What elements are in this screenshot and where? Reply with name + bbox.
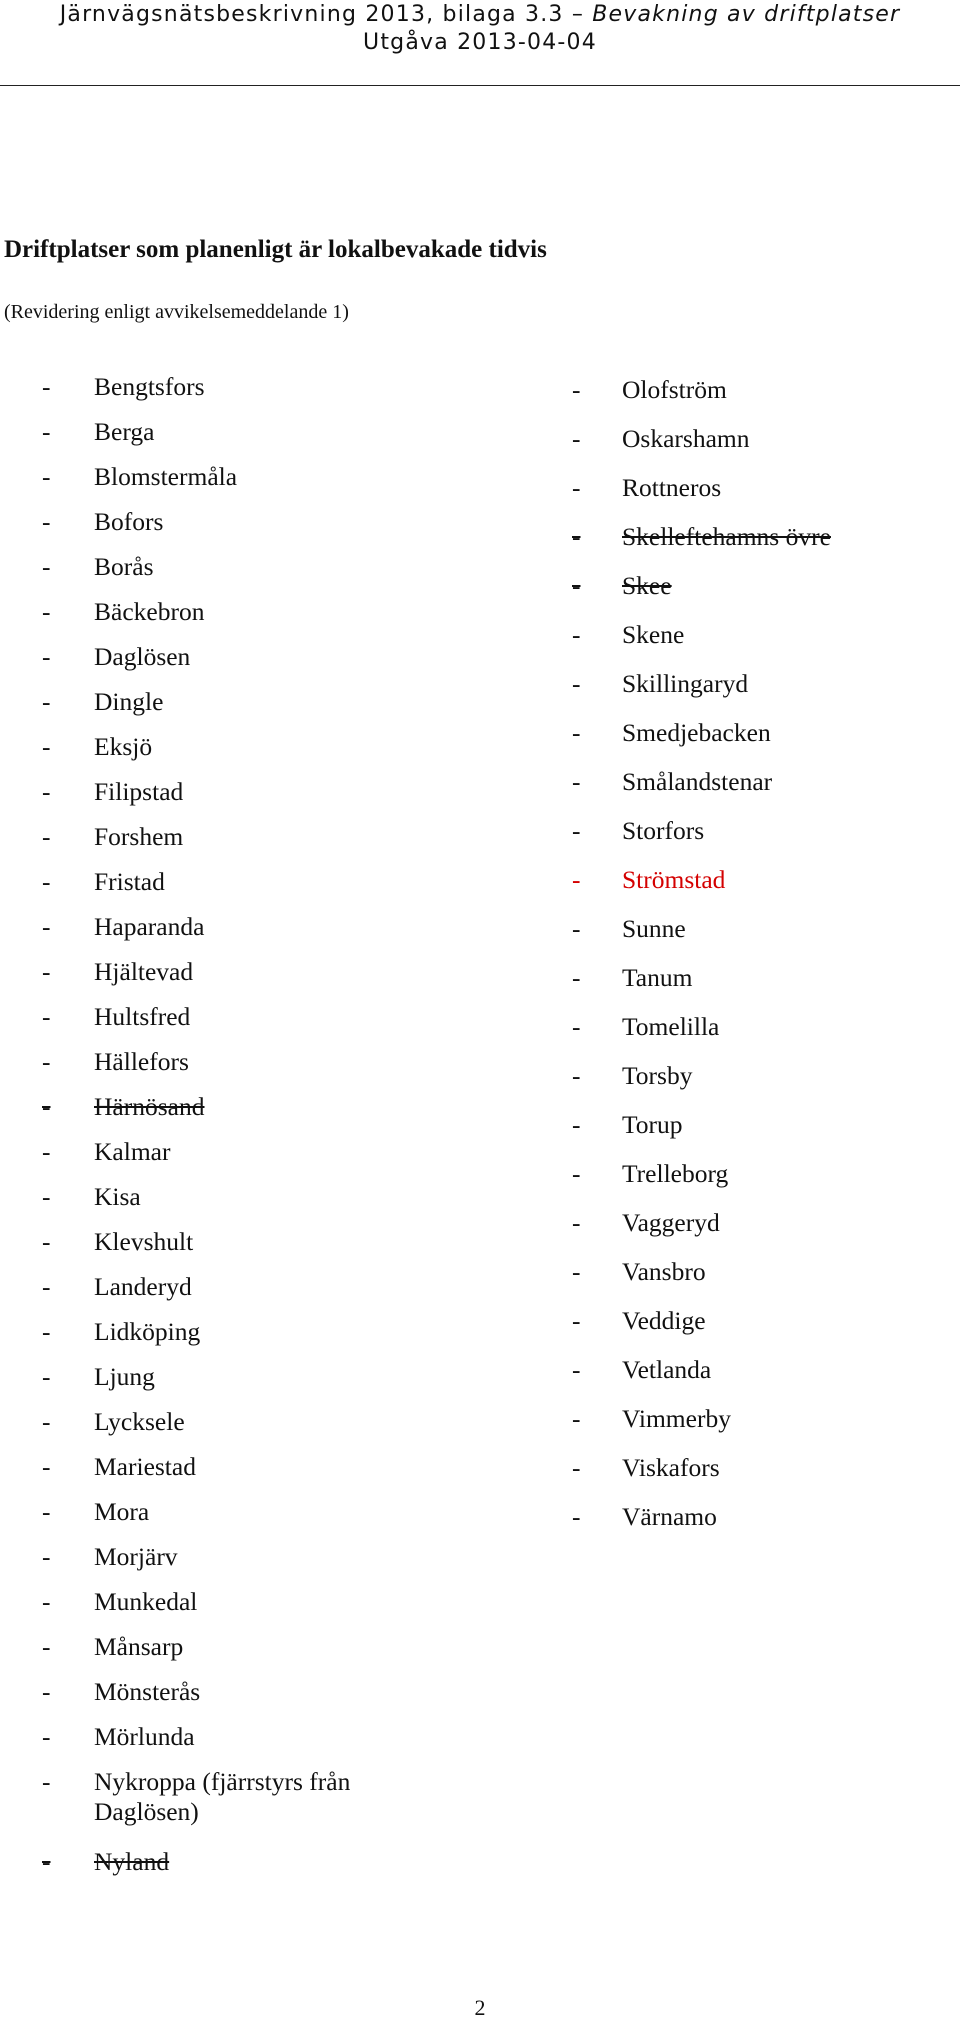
driftplats-name: Dingle xyxy=(94,687,164,716)
list-item xyxy=(572,1257,952,1306)
list-bullet: - xyxy=(42,1847,51,1876)
list-item xyxy=(572,718,952,767)
list-item xyxy=(42,552,442,597)
list-item xyxy=(572,816,952,865)
list-item xyxy=(572,1355,952,1404)
list-item xyxy=(572,914,952,963)
list-bullet: - xyxy=(572,1257,581,1286)
list-item xyxy=(42,957,442,1002)
list-bullet: - xyxy=(42,1362,51,1391)
driftplats-name: Veddige xyxy=(622,1306,706,1335)
list-item xyxy=(42,1137,442,1182)
list-bullet: - xyxy=(572,1502,581,1531)
list-item xyxy=(42,687,442,732)
driftplats-name: Storfors xyxy=(622,816,705,845)
page-number: 2 xyxy=(474,1995,486,2020)
list-bullet: - xyxy=(572,767,581,796)
driftplats-name: Skene xyxy=(622,620,685,649)
list-bullet: - xyxy=(572,1110,581,1139)
driftplats-name: Smedjebacken xyxy=(622,718,771,747)
driftplats-name: Sunne xyxy=(622,914,686,943)
list-bullet: - xyxy=(42,1272,51,1301)
list-bullet: - xyxy=(42,777,51,806)
list-bullet: - xyxy=(42,462,51,491)
driftplats-name: Morjärv xyxy=(94,1542,178,1571)
list-item xyxy=(42,1587,442,1632)
list-item xyxy=(42,417,442,462)
list-item xyxy=(42,1092,442,1137)
driftplats-name: Bofors xyxy=(94,507,164,536)
driftplats-name: Mönsterås xyxy=(94,1677,201,1706)
list-item xyxy=(572,1453,952,1502)
page-header xyxy=(0,0,960,86)
list-item xyxy=(42,1407,442,1452)
driftplats-name: Munkedal xyxy=(94,1587,198,1616)
driftplats-name: Borås xyxy=(94,552,154,581)
list-item xyxy=(572,375,952,424)
document-subtitle: (Revidering enligt avvikelsemeddelande 1) xyxy=(4,301,349,323)
driftplats-name: Härnösand xyxy=(94,1092,205,1121)
list-item xyxy=(42,1362,442,1407)
list-bullet: - xyxy=(42,1002,51,1031)
list-item xyxy=(42,642,442,687)
list-item xyxy=(572,620,952,669)
list-item xyxy=(572,1110,952,1159)
list-bullet: - xyxy=(42,417,51,446)
list-bullet: - xyxy=(42,732,51,761)
driftplats-name: Rottneros xyxy=(622,473,722,502)
list-bullet: - xyxy=(572,1208,581,1237)
list-item xyxy=(572,1306,952,1355)
driftplats-name: Mariestad xyxy=(94,1452,196,1481)
list-item xyxy=(42,1452,442,1497)
driftplats-name: Olofström xyxy=(622,375,727,404)
list-bullet: - xyxy=(42,1767,51,1796)
list-item xyxy=(572,1012,952,1061)
list-item xyxy=(572,865,952,914)
header-title-prefix: Järnvägsnätsbeskrivning 2013, bilaga 3.3 – xyxy=(59,2,585,27)
driftplats-name: Lidköping xyxy=(94,1317,201,1346)
list-item xyxy=(42,1272,442,1317)
list-bullet: - xyxy=(572,1061,581,1090)
driftplats-name: Vetlanda xyxy=(622,1355,712,1384)
list-item xyxy=(572,1502,952,1551)
list-item xyxy=(572,1208,952,1257)
list-bullet: - xyxy=(42,867,51,896)
list-bullet: - xyxy=(42,507,51,536)
list-bullet: - xyxy=(572,473,581,502)
list-bullet: - xyxy=(42,1227,51,1256)
list-bullet: - xyxy=(42,1407,51,1436)
list-bullet: - xyxy=(572,816,581,845)
driftplats-name: Skelleftehamns övre xyxy=(622,522,831,551)
driftplats-name: Strömstad xyxy=(622,865,726,894)
list-item xyxy=(42,1677,442,1722)
list-bullet: - xyxy=(572,522,581,551)
list-item xyxy=(42,1847,442,1892)
driftplats-name: Klevshult xyxy=(94,1227,194,1256)
list-bullet: - xyxy=(42,1137,51,1166)
driftplats-name: Nykroppa (fjärrstyrs från Daglösen) xyxy=(94,1767,351,1826)
list-item xyxy=(42,777,442,822)
list-item xyxy=(42,867,442,912)
list-item xyxy=(572,1159,952,1208)
driftplats-name: Viskafors xyxy=(622,1453,720,1482)
list-item xyxy=(42,912,442,957)
list-item xyxy=(572,1404,952,1453)
list-bullet: - xyxy=(572,914,581,943)
list-item xyxy=(42,732,442,777)
driftplats-name: Bäckebron xyxy=(94,597,205,626)
driftplats-name: Berga xyxy=(94,417,155,446)
driftplats-name: Skee xyxy=(622,571,672,600)
list-item xyxy=(42,1182,442,1227)
list-bullet: - xyxy=(572,620,581,649)
list-bullet: - xyxy=(42,1542,51,1571)
driftplats-name: Haparanda xyxy=(94,912,205,941)
driftplats-name: Ljung xyxy=(94,1362,155,1391)
driftplats-name: Månsarp xyxy=(94,1632,184,1661)
list-bullet: - xyxy=(42,1182,51,1211)
list-bullet: - xyxy=(572,571,581,600)
list-bullet: - xyxy=(42,372,51,401)
driftplats-name: Fristad xyxy=(94,867,165,896)
list-bullet: - xyxy=(42,1587,51,1616)
driftplats-name: Smålandstenar xyxy=(622,767,773,796)
list-item xyxy=(42,507,442,552)
list-item xyxy=(42,1227,442,1272)
list-item xyxy=(42,372,442,417)
driftplats-name: Landeryd xyxy=(94,1272,192,1301)
driftplats-name: Vimmerby xyxy=(622,1404,731,1433)
list-bullet: - xyxy=(572,1453,581,1482)
list-item xyxy=(42,1767,442,1847)
list-bullet: - xyxy=(572,718,581,747)
list-bullet: - xyxy=(42,1497,51,1526)
list-item xyxy=(572,963,952,1012)
driftplats-name: Kalmar xyxy=(94,1137,171,1166)
list-bullet: - xyxy=(42,1722,51,1751)
list-bullet: - xyxy=(572,963,581,992)
header-edition: Utgåva 2013-04-04 xyxy=(363,30,597,55)
driftplats-name: Nyland xyxy=(94,1847,170,1876)
list-bullet: - xyxy=(572,669,581,698)
list-item xyxy=(42,1002,442,1047)
list-bullet: - xyxy=(572,1012,581,1041)
list-item xyxy=(572,767,952,816)
driftplats-name: Trelleborg xyxy=(622,1159,729,1188)
driftplats-name: Hjältevad xyxy=(94,957,194,986)
list-bullet: - xyxy=(42,642,51,671)
list-item xyxy=(42,1047,442,1092)
header-document-title xyxy=(0,2,960,27)
list-item xyxy=(42,1497,442,1542)
header-divider xyxy=(0,85,960,86)
driftplats-name: Hultsfred xyxy=(94,1002,191,1031)
list-bullet: - xyxy=(42,1317,51,1346)
driftplats-name: Oskarshamn xyxy=(622,424,750,453)
driftplats-name: Lycksele xyxy=(94,1407,185,1436)
driftplats-name: Skillingaryd xyxy=(622,669,749,698)
list-bullet: - xyxy=(42,1452,51,1481)
driftplats-name: Forshem xyxy=(94,822,184,851)
list-item xyxy=(572,424,952,473)
driftplats-name: Tanum xyxy=(622,963,693,992)
list-item xyxy=(42,1632,442,1677)
driftplats-name: Tomelilla xyxy=(622,1012,720,1041)
driftplats-list-left xyxy=(42,372,442,1892)
driftplats-name: Filipstad xyxy=(94,777,184,806)
list-bullet: - xyxy=(42,552,51,581)
driftplats-name: Vaggeryd xyxy=(622,1208,720,1237)
driftplats-name: Eksjö xyxy=(94,732,153,761)
list-bullet: - xyxy=(42,1677,51,1706)
driftplats-name: Torsby xyxy=(622,1061,693,1090)
document-title: Driftplatser som planenligt är lokalbevakade tidvis xyxy=(4,236,547,263)
driftplats-name: Daglösen xyxy=(94,642,191,671)
list-bullet: - xyxy=(42,687,51,716)
driftplats-name: Torup xyxy=(622,1110,683,1139)
list-item xyxy=(572,473,952,522)
driftplats-name: Mora xyxy=(94,1497,150,1526)
list-bullet: - xyxy=(572,424,581,453)
list-bullet: - xyxy=(572,1404,581,1433)
header-title-section: Bevakning av driftplatser xyxy=(592,2,901,27)
list-bullet: - xyxy=(572,1159,581,1188)
list-bullet: - xyxy=(42,1092,51,1121)
list-bullet: - xyxy=(42,912,51,941)
list-item xyxy=(572,1061,952,1110)
list-bullet: - xyxy=(42,1632,51,1661)
list-bullet: - xyxy=(572,865,581,894)
list-bullet: - xyxy=(572,375,581,404)
list-item xyxy=(572,669,952,718)
driftplats-list-right xyxy=(572,375,952,1551)
driftplats-name: Blomstermåla xyxy=(94,462,238,491)
list-bullet: - xyxy=(42,1047,51,1076)
list-bullet: - xyxy=(42,597,51,626)
list-bullet: - xyxy=(42,822,51,851)
list-bullet: - xyxy=(572,1306,581,1335)
list-item xyxy=(572,522,952,571)
list-item xyxy=(42,1722,442,1767)
list-item xyxy=(42,822,442,867)
driftplats-name: Hällefors xyxy=(94,1047,189,1076)
list-item xyxy=(572,571,952,620)
driftplats-name: Mörlunda xyxy=(94,1722,195,1751)
driftplats-name: Vansbro xyxy=(622,1257,706,1286)
list-item xyxy=(42,597,442,642)
list-item xyxy=(42,462,442,507)
list-bullet: - xyxy=(42,957,51,986)
list-item xyxy=(42,1542,442,1587)
driftplats-name: Kisa xyxy=(94,1182,141,1211)
list-bullet: - xyxy=(572,1355,581,1384)
driftplats-name: Värnamo xyxy=(622,1502,717,1531)
driftplats-name: Bengtsfors xyxy=(94,372,205,401)
list-item xyxy=(42,1317,442,1362)
